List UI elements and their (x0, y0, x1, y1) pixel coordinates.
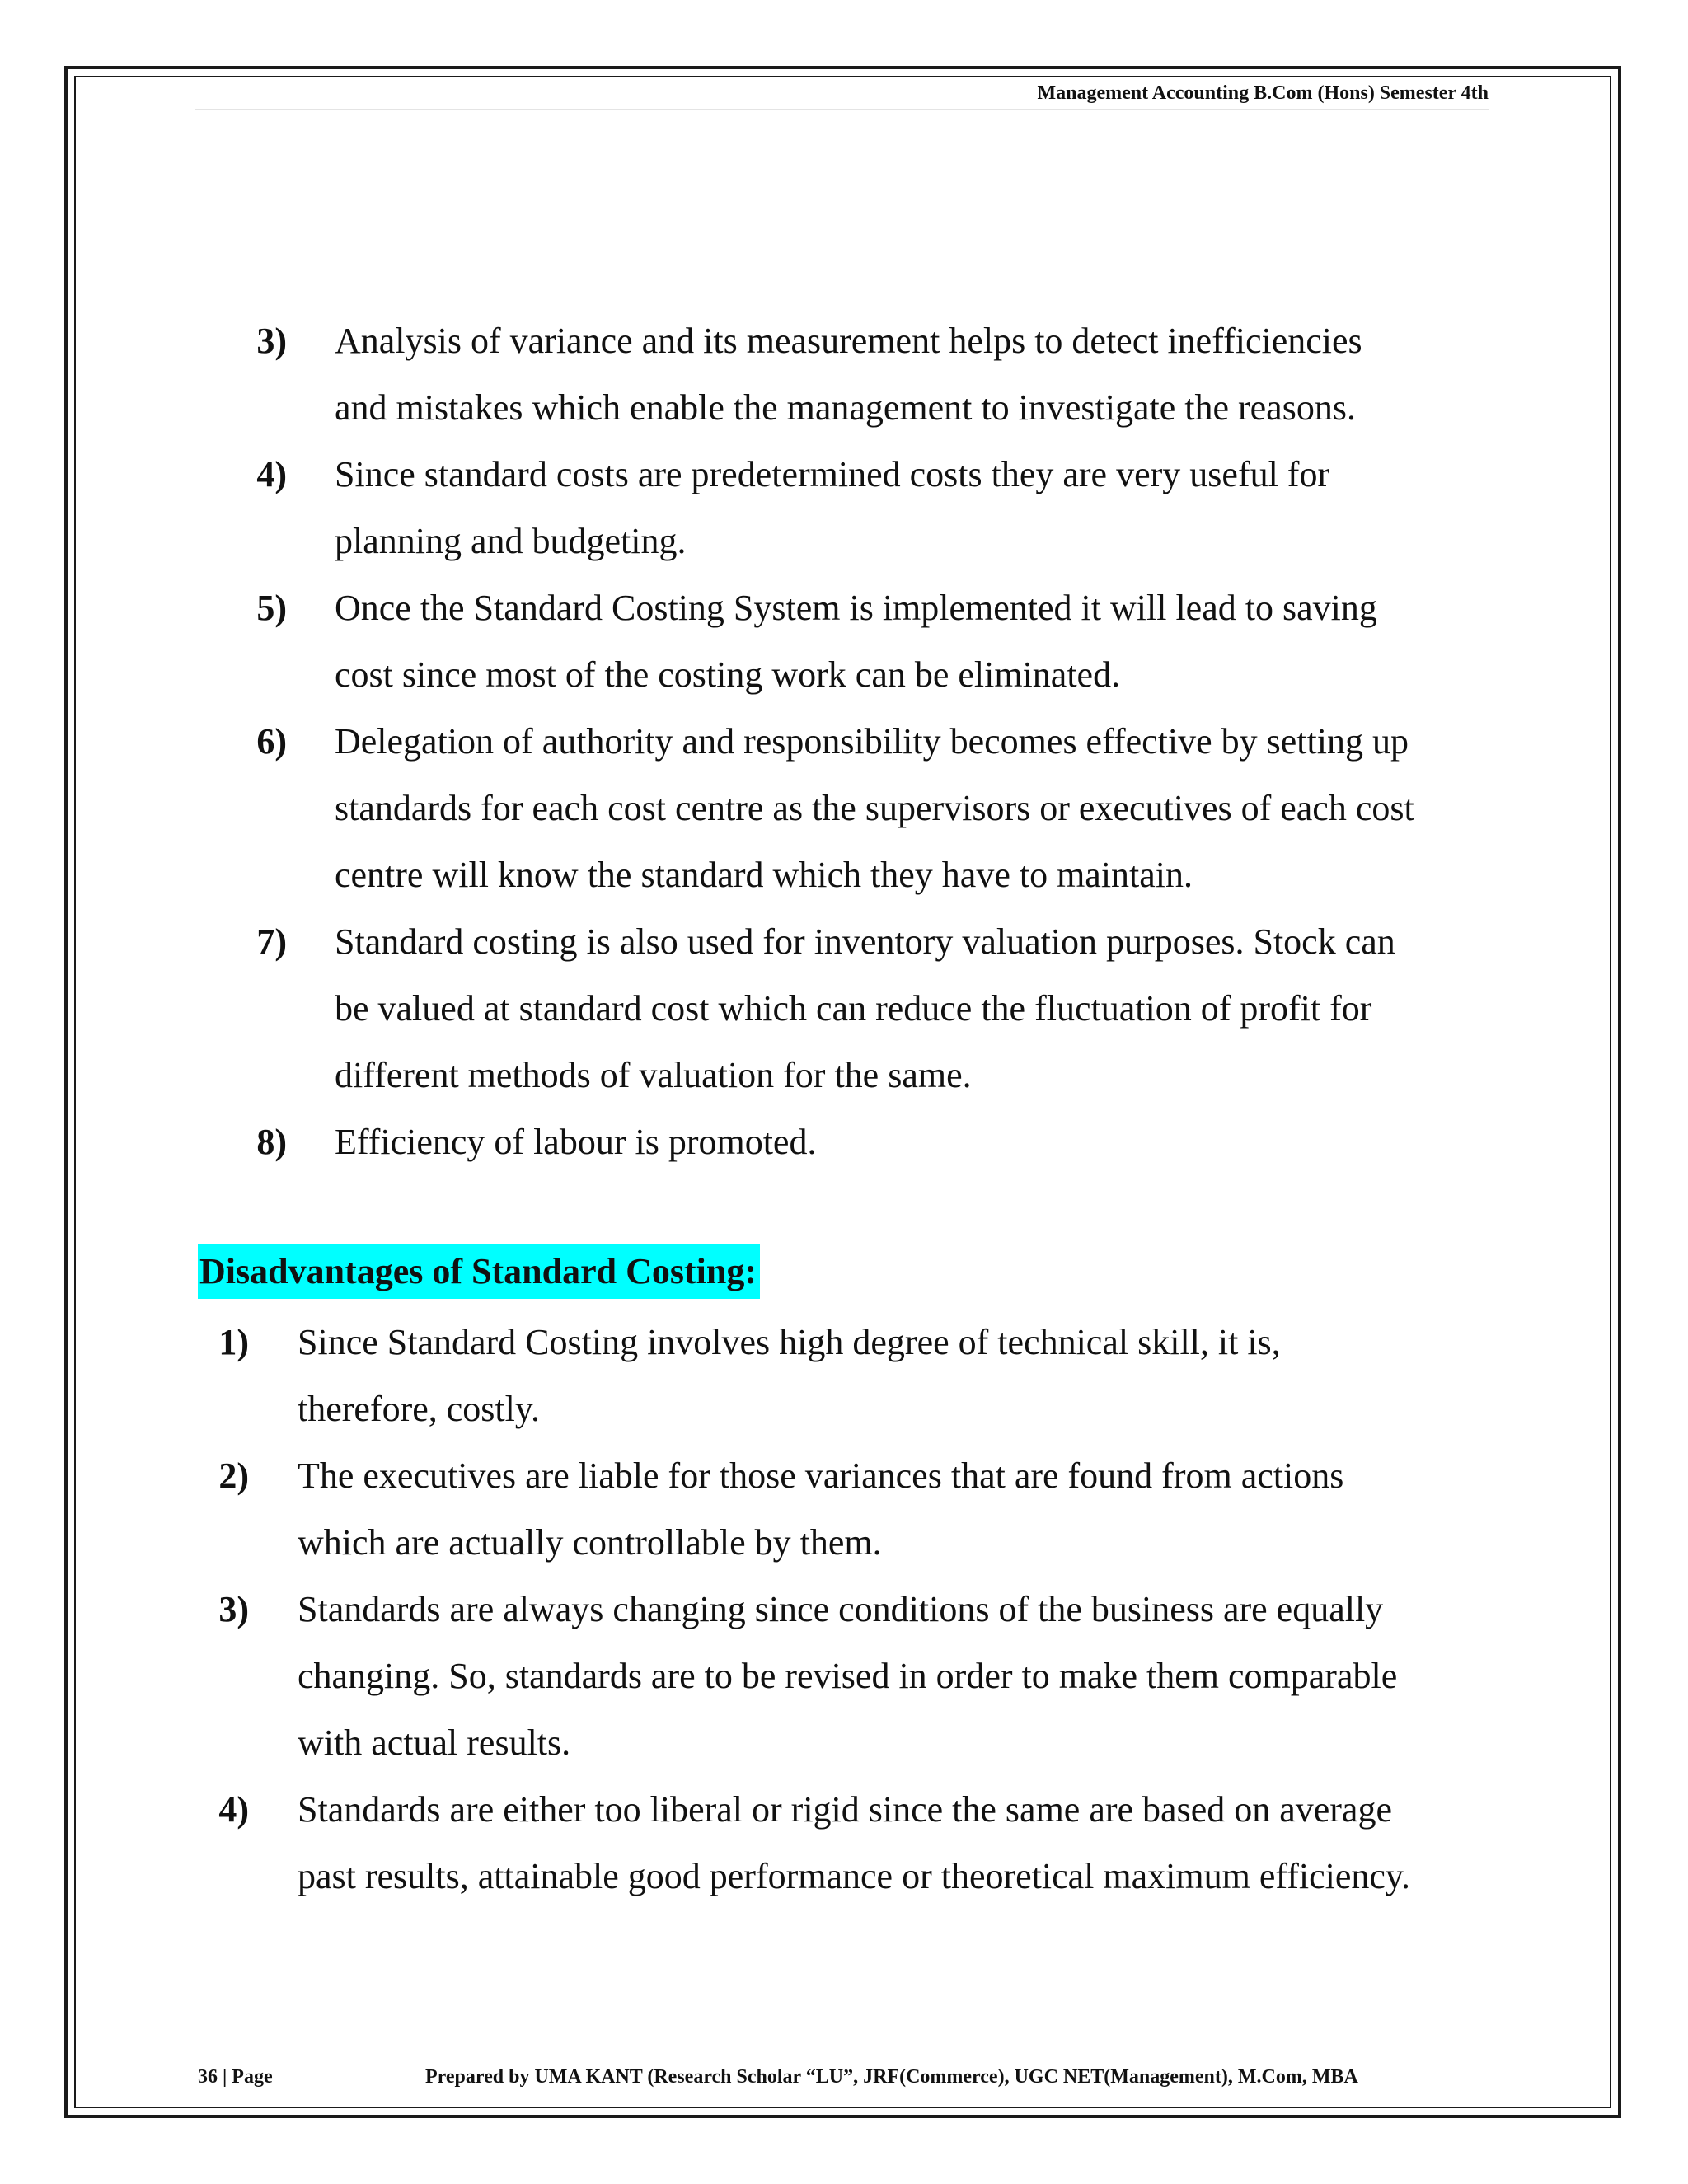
text-line: with actual results. (298, 1722, 571, 1763)
text-line: planning and budgeting. (335, 521, 687, 561)
item-text (335, 1108, 816, 1175)
text-line: be valued at standard cost which can reduce the fluctuation of profit for (335, 988, 1372, 1029)
text-line: changing. So, standards are to be revised in order to make them comparable (298, 1656, 1398, 1696)
text-line: which are actually controllable by them. (298, 1522, 882, 1563)
item-number: 6) (256, 721, 287, 762)
text-line: cost since most of the costing work can be eliminated. (335, 654, 1121, 695)
item-text (335, 574, 1377, 708)
text-line: and mistakes which enable the management to investigate the reasons. (335, 387, 1356, 428)
footer-credit: Prepared by UMA KANT (Research Scholar “LU”, JRF(Commerce), UGC NET(Management), M.Com, MBA (425, 2066, 1358, 2088)
page-number: 36 | Page (198, 2066, 273, 2088)
item-number: 3) (256, 321, 287, 361)
item-text (335, 908, 1395, 1108)
text-line: Since Standard Costing involves high degree of technical skill, it is, (298, 1322, 1281, 1362)
text-line: Since standard costs are predetermined costs they are very useful for (335, 454, 1330, 494)
text-line: Once the Standard Costing System is implemented it will lead to saving (335, 588, 1377, 628)
item-number: 4) (218, 1789, 249, 1830)
item-text (298, 1776, 1410, 1910)
text-line: Standards are always changing since conditions of the business are equally (298, 1589, 1384, 1629)
section-heading: Disadvantages of Standard Costing: (198, 1244, 760, 1299)
text-line: Delegation of authority and responsibility becomes effective by setting up (335, 721, 1409, 762)
item-text (298, 1309, 1281, 1442)
item-number: 2) (218, 1455, 249, 1496)
text-line: therefore, costly. (298, 1389, 541, 1429)
page-footer (198, 2064, 1484, 2097)
page-header (195, 81, 1489, 110)
text-line: Standards are either too liberal or rigid since the same are based on average (298, 1789, 1392, 1830)
text-line: different methods of valuation for the same. (335, 1055, 972, 1095)
item-number: 8) (256, 1122, 287, 1162)
item-text (335, 708, 1414, 908)
item-text (335, 441, 1329, 574)
item-number: 1) (218, 1322, 249, 1362)
item-number: 4) (256, 454, 287, 494)
item-text (298, 1442, 1343, 1576)
item-text (298, 1576, 1397, 1776)
item-text (335, 307, 1362, 441)
text-line: The executives are liable for those variances that are found from actions (298, 1455, 1344, 1496)
text-line: standards for each cost centre as the supervisors or executives of each cost (335, 788, 1414, 828)
text-line: Analysis of variance and its measurement helps to detect inefficiencies (335, 321, 1362, 361)
text-line: Standard costing is also used for inventory valuation purposes. Stock can (335, 921, 1395, 962)
item-number: 3) (218, 1589, 249, 1629)
header-title: Management Accounting B.Com (Hons) Semester 4th (1037, 82, 1489, 104)
text-line: past results, attainable good performance or theoretical maximum efficiency. (298, 1856, 1411, 1896)
item-number: 5) (256, 588, 287, 628)
item-number: 7) (256, 921, 287, 962)
text-line: Efficiency of labour is promoted. (335, 1122, 817, 1162)
text-line: centre will know the standard which they have to maintain. (335, 855, 1193, 895)
